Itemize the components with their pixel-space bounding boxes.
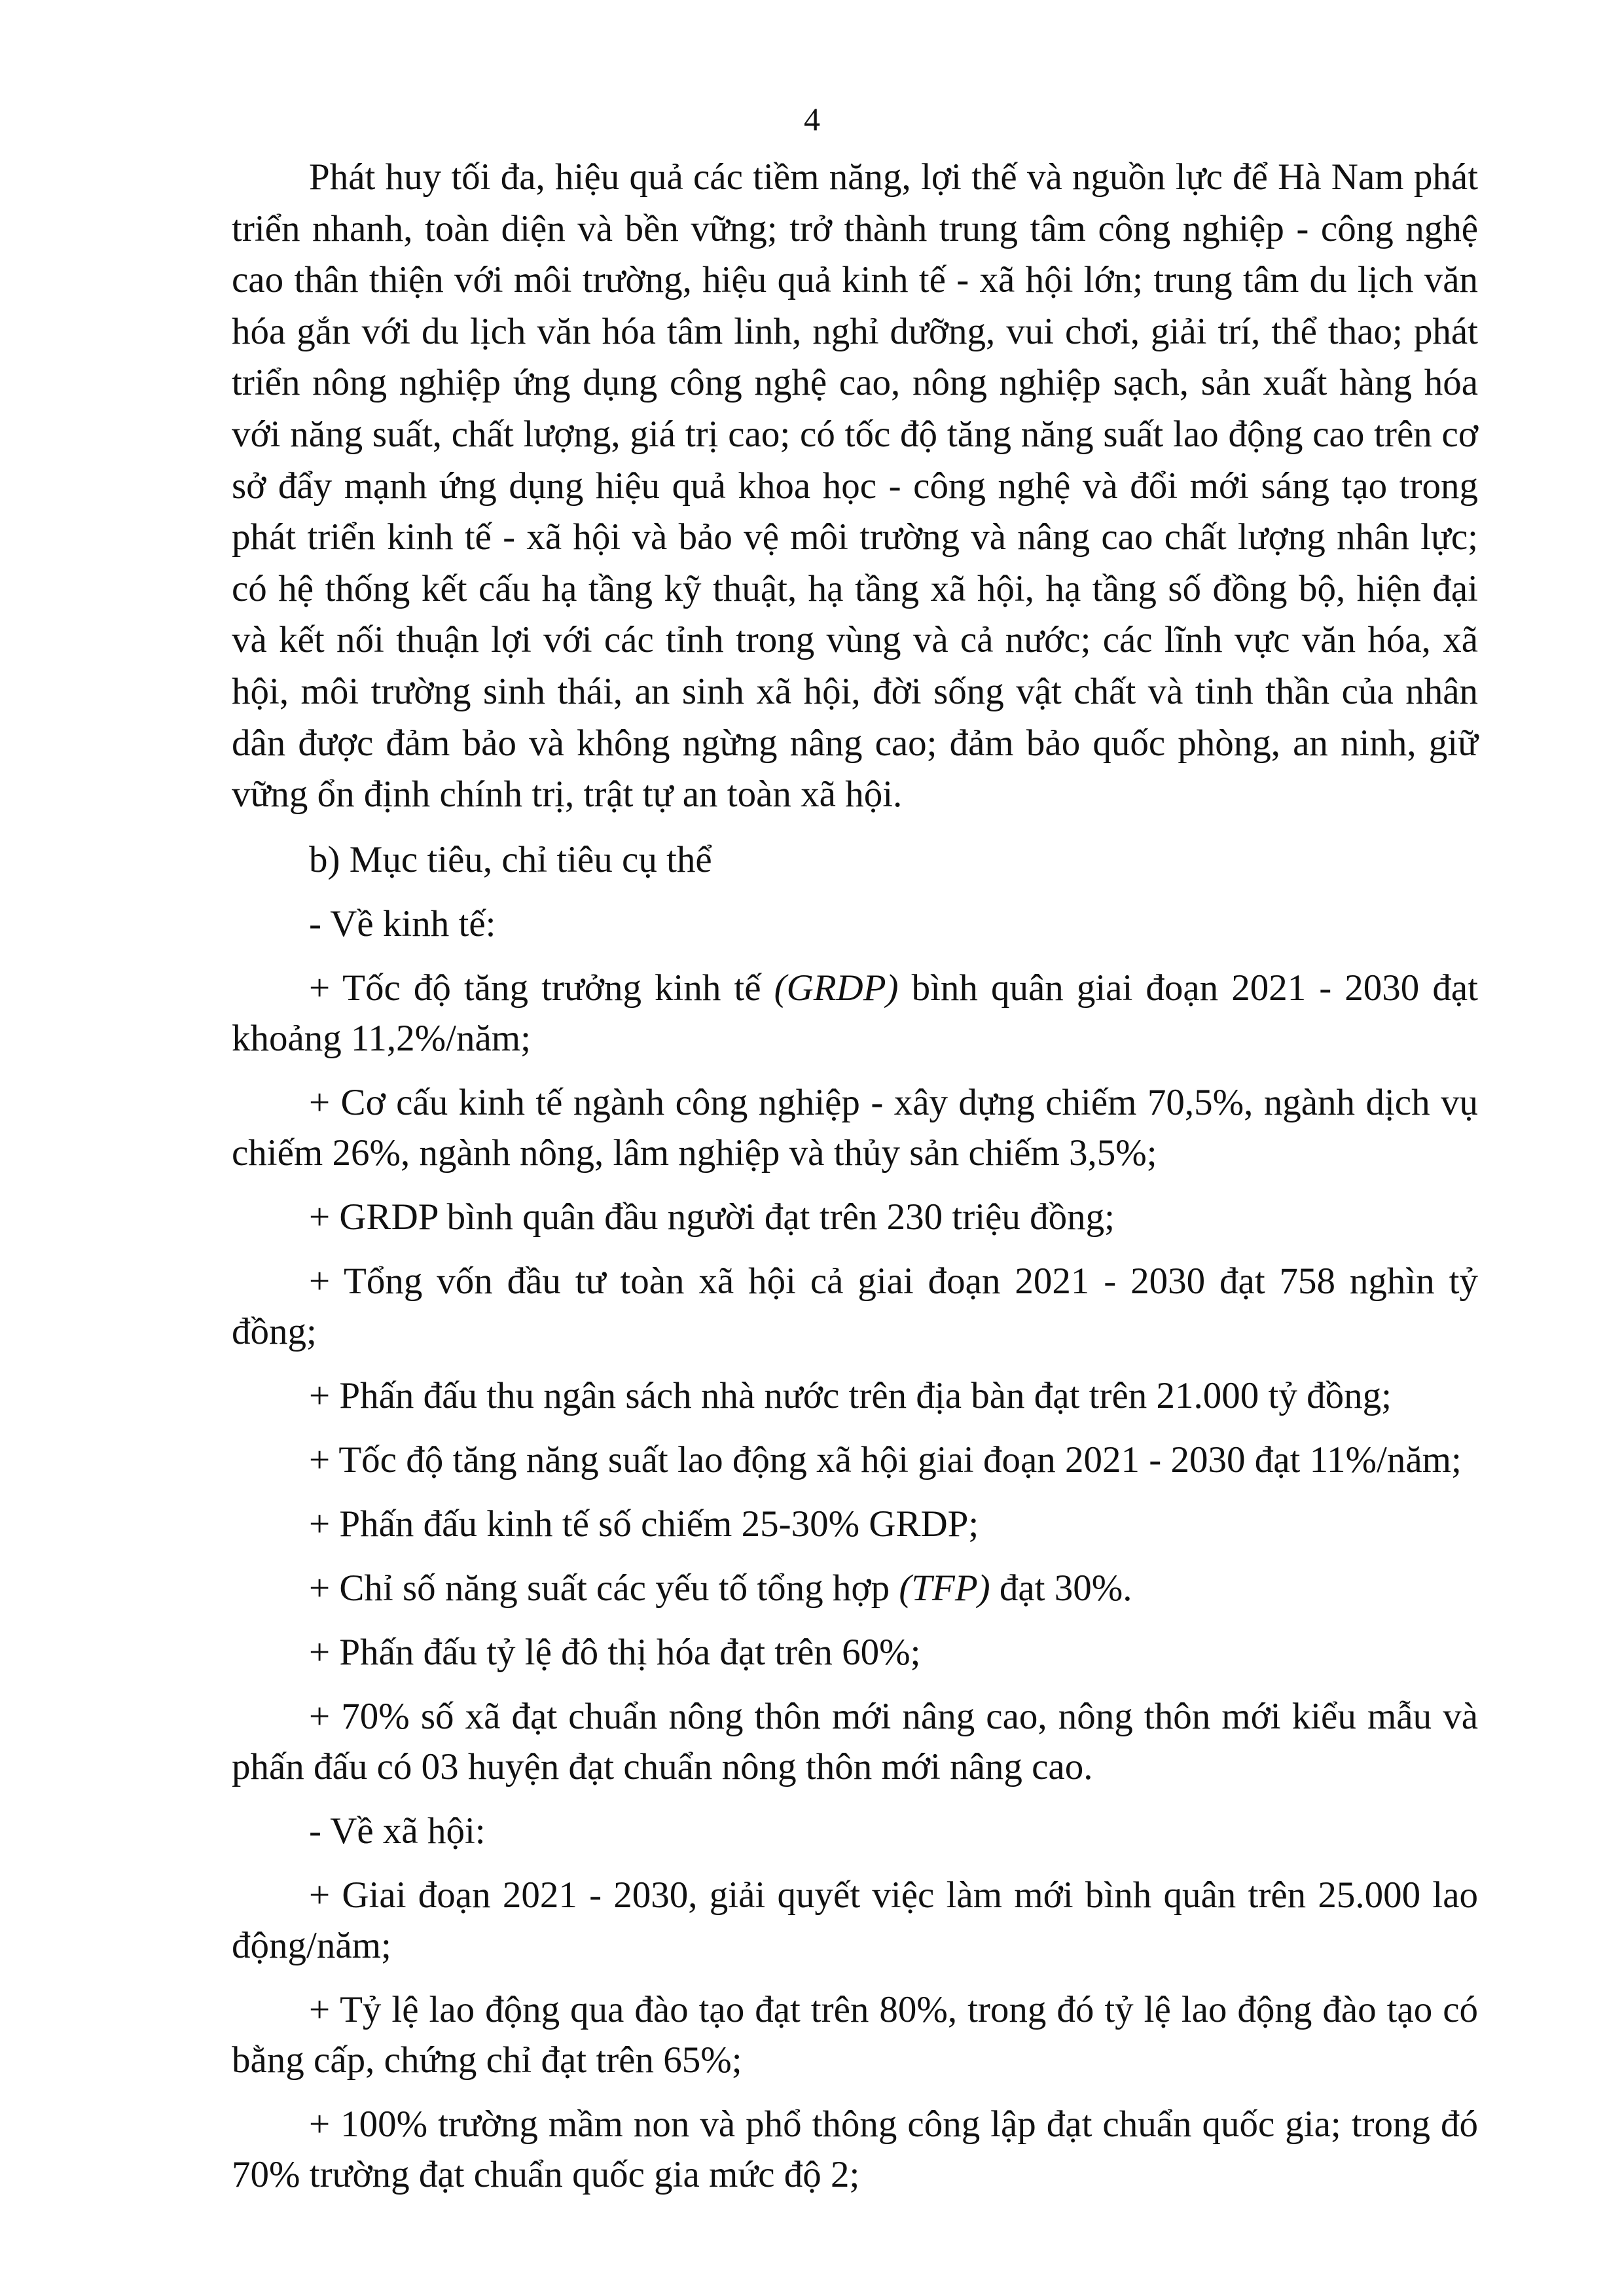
society-heading: - Về xã hội: bbox=[309, 1810, 486, 1852]
society-item-training: + Tỷ lệ lao động qua đào tạo đạt trên 80%, trong đó tỷ lệ lao động đào tạo có bằng cấp, chứng chỉ đạt trên 65%; bbox=[232, 1988, 1478, 2081]
economy-item-digital-economy: + Phấn đấu kinh tế số chiếm 25-30% GRDP; bbox=[309, 1503, 979, 1545]
economy-item-budget: + Phấn đấu thu ngân sách nhà nước trên địa bàn đạt trên 21.000 tỷ đồng; bbox=[309, 1374, 1392, 1416]
document-body bbox=[232, 152, 1478, 2200]
tfp-text-start: + Chỉ số năng suất các yếu tố tổng hợp bbox=[309, 1567, 899, 1609]
page-number: 4 bbox=[804, 101, 820, 137]
intro-paragraph: Phát huy tối đa, hiệu quả các tiềm năng, lợi thế và nguồn lực để Hà Nam phát triển nhanh, toàn diện và bền vững; trở thành trung tâm công nghiệp - công nghệ cao thân thiện với môi trường, hiệu quả kinh tế - xã hội lớn; trung tâm du lịch văn hóa gắn với du lịch văn hóa tâm linh, nghỉ dưỡng, vui chơi, giải trí, thể thao; phát triển nông nghiệp ứng dụng công nghệ cao, nông nghiệp sạch, sản xuất hàng hóa với năng suất, chất lượng, giá trị cao; có tốc độ tăng năng suất lao động cao trên cơ sở đẩy mạnh ứng dụng hiệu quả khoa học - công nghệ và đổi mới sáng tạo trong phát triển kinh tế - xã hội và bảo vệ môi trường và nâng cao chất lượng nhân lực; có hệ thống kết cấu hạ tầng kỹ thuật, hạ tầng xã hội, hạ tầng số đồng bộ, hiện đại và kết nối thuận lợi với các tỉnh trong vùng và cả nước; các lĩnh vực văn hóa, xã hội, môi trường sinh thái, an sinh xã hội, đời sống vật chất và tinh thần của nhân dân được đảm bảo và không ngừng nâng cao; đảm bảo quốc phòng, an ninh, giữ vững ổn định chính trị, trật tự an toàn xã hội. bbox=[232, 156, 1478, 816]
growth-text-end: bình quân giai đoạn 2021 - 2030 đạt khoảng 11,2%/năm; bbox=[232, 967, 1478, 1059]
economy-item-urbanization: + Phấn đấu tỷ lệ đô thị hóa đạt trên 60%; bbox=[309, 1631, 921, 1673]
tfp-text-end: đạt 30%. bbox=[990, 1567, 1132, 1609]
economy-item-growth bbox=[232, 963, 1478, 1064]
growth-text-start: + Tốc độ tăng trưởng kinh tế bbox=[309, 967, 774, 1009]
economy-item-new-rural: + 70% số xã đạt chuẩn nông thôn mới nâng cao, nông thôn mới kiểu mẫu và phấn đấu có 03 huyện đạt chuẩn nông thôn mới nâng cao. bbox=[232, 1695, 1478, 1787]
grdp-term: (GRDP) bbox=[774, 967, 899, 1009]
economy-item-grdp-per-capita: + GRDP bình quân đầu người đạt trên 230 triệu đồng; bbox=[309, 1196, 1115, 1238]
economy-item-productivity: + Tốc độ tăng năng suất lao động xã hội giai đoạn 2021 - 2030 đạt 11%/năm; bbox=[309, 1439, 1462, 1480]
tfp-term: (TFP) bbox=[899, 1567, 990, 1609]
economy-heading: - Về kinh tế: bbox=[309, 903, 496, 944]
economy-item-structure: + Cơ cấu kinh tế ngành công nghiệp - xây dựng chiếm 70,5%, ngành dịch vụ chiếm 26%, ngành nông, lâm nghiệp và thủy sản chiếm 3,5%; bbox=[232, 1081, 1478, 1174]
society-item-schools: + 100% trường mầm non và phổ thông công lập đạt chuẩn quốc gia; trong đó 70% trường đạt chuẩn quốc gia mức độ 2; bbox=[232, 2103, 1478, 2195]
society-item-jobs: + Giai đoạn 2021 - 2030, giải quyết việc làm mới bình quân trên 25.000 lao động/năm; bbox=[232, 1874, 1478, 1966]
section-b-heading: b) Mục tiêu, chỉ tiêu cụ thể bbox=[309, 838, 712, 880]
economy-item-investment: + Tổng vốn đầu tư toàn xã hội cả giai đoạn 2021 - 2030 đạt 758 nghìn tỷ đồng; bbox=[232, 1260, 1478, 1352]
economy-item-tfp bbox=[232, 1563, 1478, 1613]
